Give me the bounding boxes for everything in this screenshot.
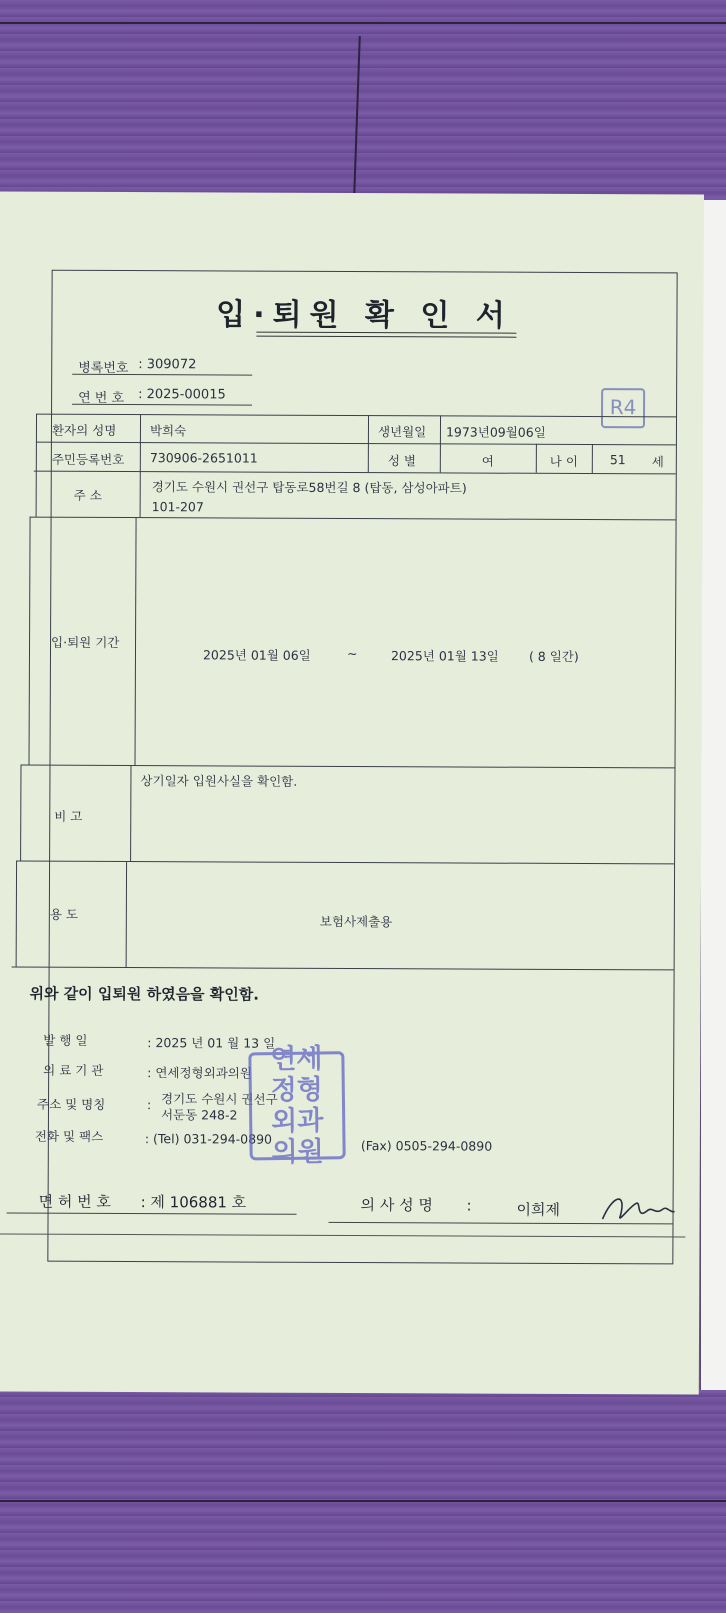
record-no-label: 병록번호 — [78, 360, 129, 377]
label-column-divider — [140, 414, 141, 517]
table-row-divider — [34, 471, 676, 475]
period-label: 입·퇴원 기간 — [51, 634, 120, 650]
remarks-text: 상기일자 입원사실을 확인함. — [140, 773, 298, 789]
record-no-value: : 309072 — [138, 357, 197, 373]
label-column-divider — [130, 765, 131, 861]
institution-label: 의 료 기 관 — [43, 1062, 104, 1078]
table-left-border — [20, 765, 21, 861]
issuer-address-colon: : — [146, 1097, 152, 1113]
age-value: 51 — [609, 452, 626, 468]
table-row-divider — [30, 517, 676, 521]
period-days: ( 8 일간) — [528, 648, 579, 664]
age-value-divider — [592, 444, 593, 473]
rrn-label: 주민등록번호 — [51, 451, 125, 468]
sex-value: 여 — [481, 453, 494, 469]
address-line1: 경기도 수원시 권선구 탑동로58번길 8 (탑동, 삼성아파트) — [151, 479, 467, 496]
table-left-border — [36, 414, 37, 517]
doctor-label: 의 사 성 명 — [360, 1196, 433, 1215]
underlying-paper — [700, 200, 726, 1390]
table-row-divider — [36, 442, 676, 446]
wooden-desk-bottom — [0, 1380, 726, 1613]
serial-no-value: : 2025-00015 — [138, 387, 226, 403]
address-line2: 101-207 — [151, 499, 204, 515]
plank-seam — [0, 22, 726, 24]
patient-name: 박희숙 — [149, 423, 187, 439]
purpose-text: 보험사제출용 — [319, 913, 393, 930]
table-row-divider — [16, 861, 674, 865]
dob-value-divider — [440, 415, 441, 472]
certificate-frame — [29, 270, 677, 1265]
issue-date: : 2025 년 01 월 13 일 — [147, 1035, 276, 1051]
label-column-divider — [135, 517, 137, 765]
discharge-date: 2025년 01월 13일 — [390, 648, 499, 664]
admission-date: 2025년 01월 06일 — [202, 647, 311, 663]
patient-name-label: 환자의 성명 — [51, 422, 117, 438]
issuer-address-line2: 서둔동 248-2 — [160, 1107, 238, 1123]
plank-seam — [0, 1500, 726, 1502]
table-bottom-border — [12, 967, 674, 971]
document-title: 입·퇴원 확 인 서 — [216, 297, 513, 334]
age-unit: 세 — [651, 454, 664, 470]
confirmation-statement: 위와 같이 입퇴원 하였음을 확인함. — [29, 984, 259, 1004]
phone-fax-label: 전화 및 팩스 — [34, 1128, 104, 1144]
dob-column-divider — [368, 415, 369, 472]
official-seal — [248, 1043, 345, 1169]
title-underline — [256, 336, 516, 338]
purpose-label: 용 도 — [49, 906, 79, 922]
dob-value: 1973년09월06일 — [445, 424, 546, 440]
period-tilde: ~ — [346, 645, 358, 662]
license-underline — [7, 1213, 297, 1215]
remarks-label: 비 고 — [54, 808, 83, 824]
label-column-divider — [126, 861, 127, 967]
tel-number: : (Tel) 031-294-0890 — [144, 1131, 273, 1147]
dob-label: 생년월일 — [377, 424, 427, 440]
doctor-colon: : — [466, 1196, 472, 1215]
license-number: : 제 106881 호 — [140, 1193, 247, 1212]
serial-no-label: 연 번 호 — [78, 390, 125, 407]
doctor-name: 이희제 — [516, 1200, 561, 1219]
issuer-address-line1: 경기도 수원시 권선구 — [161, 1091, 278, 1107]
certificate-paper — [0, 191, 704, 1394]
sex-label: 성 별 — [387, 453, 416, 469]
seal-text: 연세정형외과의원 — [270, 1043, 324, 1169]
fax-number: (Fax) 0505-294-0890 — [360, 1138, 493, 1154]
wooden-desk-top — [0, 0, 726, 200]
doctor-signature — [596, 1185, 676, 1229]
age-label: 나 이 — [549, 453, 578, 469]
age-column-divider — [536, 444, 537, 473]
corner-stamp: R4 — [601, 388, 645, 428]
table-left-border — [16, 861, 17, 967]
rrn-value: 730906-2651011 — [149, 450, 258, 466]
table-left-border — [29, 517, 31, 765]
table-top-border — [36, 414, 676, 418]
address-label: 주 소 — [73, 487, 102, 503]
license-label: 면 허 번 호 — [38, 1192, 111, 1211]
issuer-address-label: 주소 및 명칭 — [36, 1096, 106, 1112]
table-row-divider — [20, 765, 674, 769]
institution-name: : 연세정형외과의원 — [147, 1065, 252, 1081]
issue-date-label: 발 행 일 — [43, 1032, 88, 1048]
